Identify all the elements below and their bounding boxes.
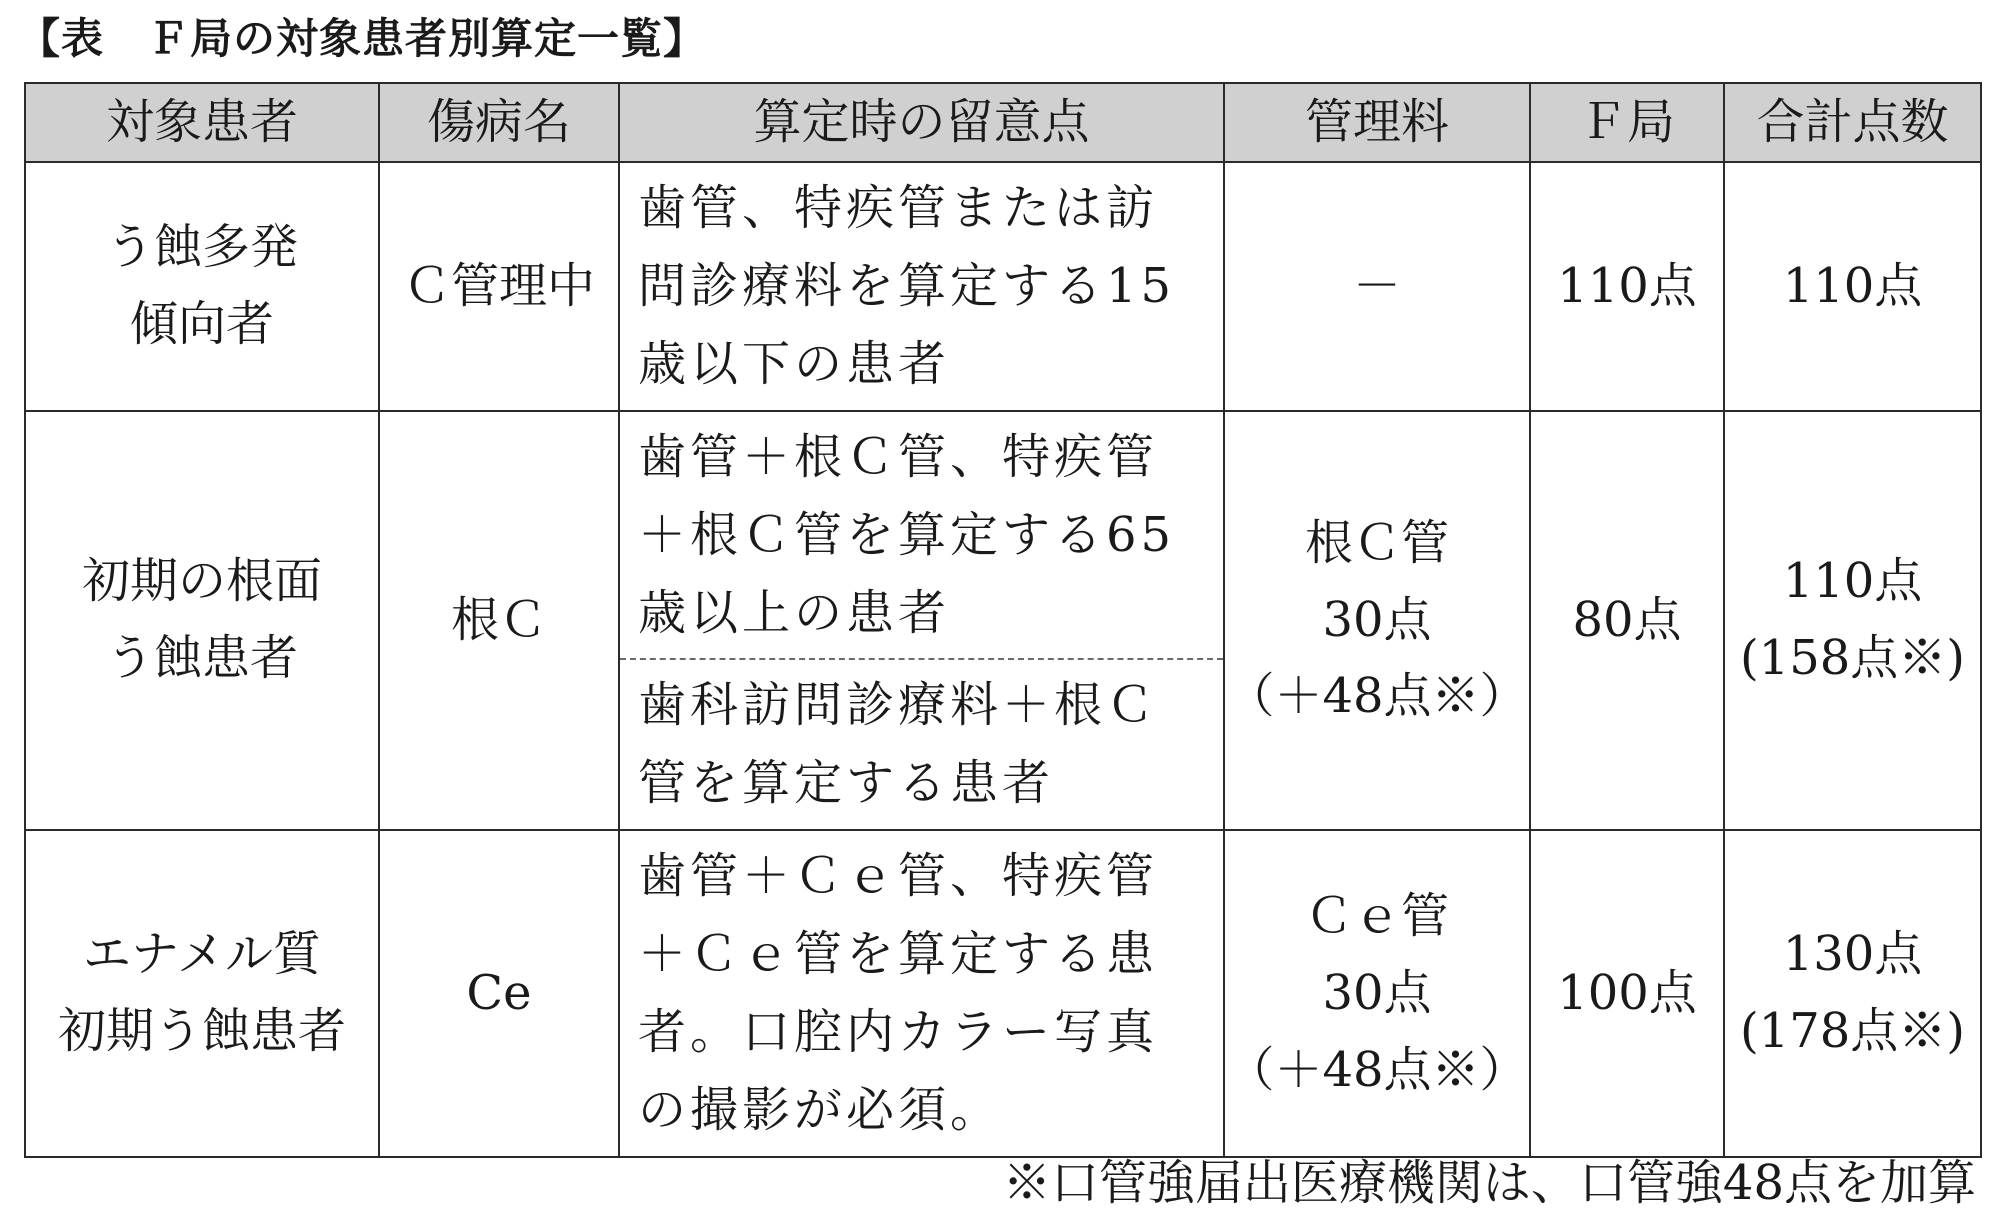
fee-line: 30点: [1322, 964, 1432, 1021]
total-cell: [1724, 830, 1981, 1157]
table-row: [25, 411, 1981, 660]
total-line: 110点: [1782, 257, 1923, 314]
patient-line: 初期の根面: [81, 553, 322, 610]
total-line: 110点: [1782, 553, 1923, 610]
disease-cell: Ce: [379, 830, 619, 1157]
patient-cell: [25, 830, 379, 1157]
header-fee: 管理料: [1224, 83, 1530, 162]
patient-line: う蝕患者: [105, 630, 298, 687]
fee-line: （＋48点※）: [1226, 1041, 1528, 1098]
notes-cell: 歯管、特疾管または訪問診療料を算定する15歳以下の患者: [619, 162, 1224, 411]
table-row: [25, 162, 1981, 411]
fee-line: （＋48点※）: [1226, 668, 1528, 725]
fee-cell: [1224, 830, 1530, 1157]
notes-cell: 歯管＋Ｃｅ管、特疾管＋Ｃｅ管を算定する患者。口腔内カラー写真の撮影が必須。: [619, 830, 1224, 1157]
table-row: [25, 830, 1981, 1157]
notes-cell: 歯科訪問診療料＋根Ｃ管を算定する患者: [619, 659, 1224, 829]
header-f-bureau: Ｆ局: [1530, 83, 1724, 162]
header-row: [25, 83, 1981, 162]
calculation-table: [24, 82, 1982, 1158]
patient-cell: [25, 411, 379, 830]
f-bureau-cell: 80点: [1530, 411, 1724, 830]
f-bureau-cell: 110点: [1530, 162, 1724, 411]
fee-cell: [1224, 411, 1530, 830]
patient-line: 初期う蝕患者: [57, 1003, 346, 1060]
footnote: ※口管強届出医療機関は、口管強48点を加算: [1002, 1155, 1976, 1211]
fee-line: 根Ｃ管: [1304, 514, 1449, 571]
fee-line: 30点: [1322, 591, 1432, 648]
patient-line: う蝕多発: [105, 219, 298, 276]
total-cell: [1724, 162, 1981, 411]
total-cell: [1724, 411, 1981, 830]
total-line: (158点※): [1739, 630, 1966, 687]
notes-cell: 歯管＋根Ｃ管、特疾管＋根Ｃ管を算定する65歳以上の患者: [619, 411, 1224, 660]
patient-line: エナメル質: [82, 926, 322, 983]
total-line: (178点※): [1739, 1003, 1966, 1060]
f-bureau-cell: 100点: [1530, 830, 1724, 1157]
fee-line: Ｃｅ管: [1304, 887, 1449, 944]
total-line: 130点: [1782, 926, 1923, 983]
header-patient: 対象患者: [25, 83, 379, 162]
table-title: 【表 Ｆ局の対象患者別算定一覧】: [18, 14, 707, 63]
fee-cell: －: [1224, 162, 1530, 411]
disease-cell: Ｃ管理中: [379, 162, 619, 411]
patient-cell: [25, 162, 379, 411]
header-notes: 算定時の留意点: [619, 83, 1224, 162]
header-total: 合計点数: [1724, 83, 1981, 162]
disease-cell: 根Ｃ: [379, 411, 619, 830]
patient-line: 傾向者: [129, 296, 274, 353]
header-disease: 傷病名: [379, 83, 619, 162]
